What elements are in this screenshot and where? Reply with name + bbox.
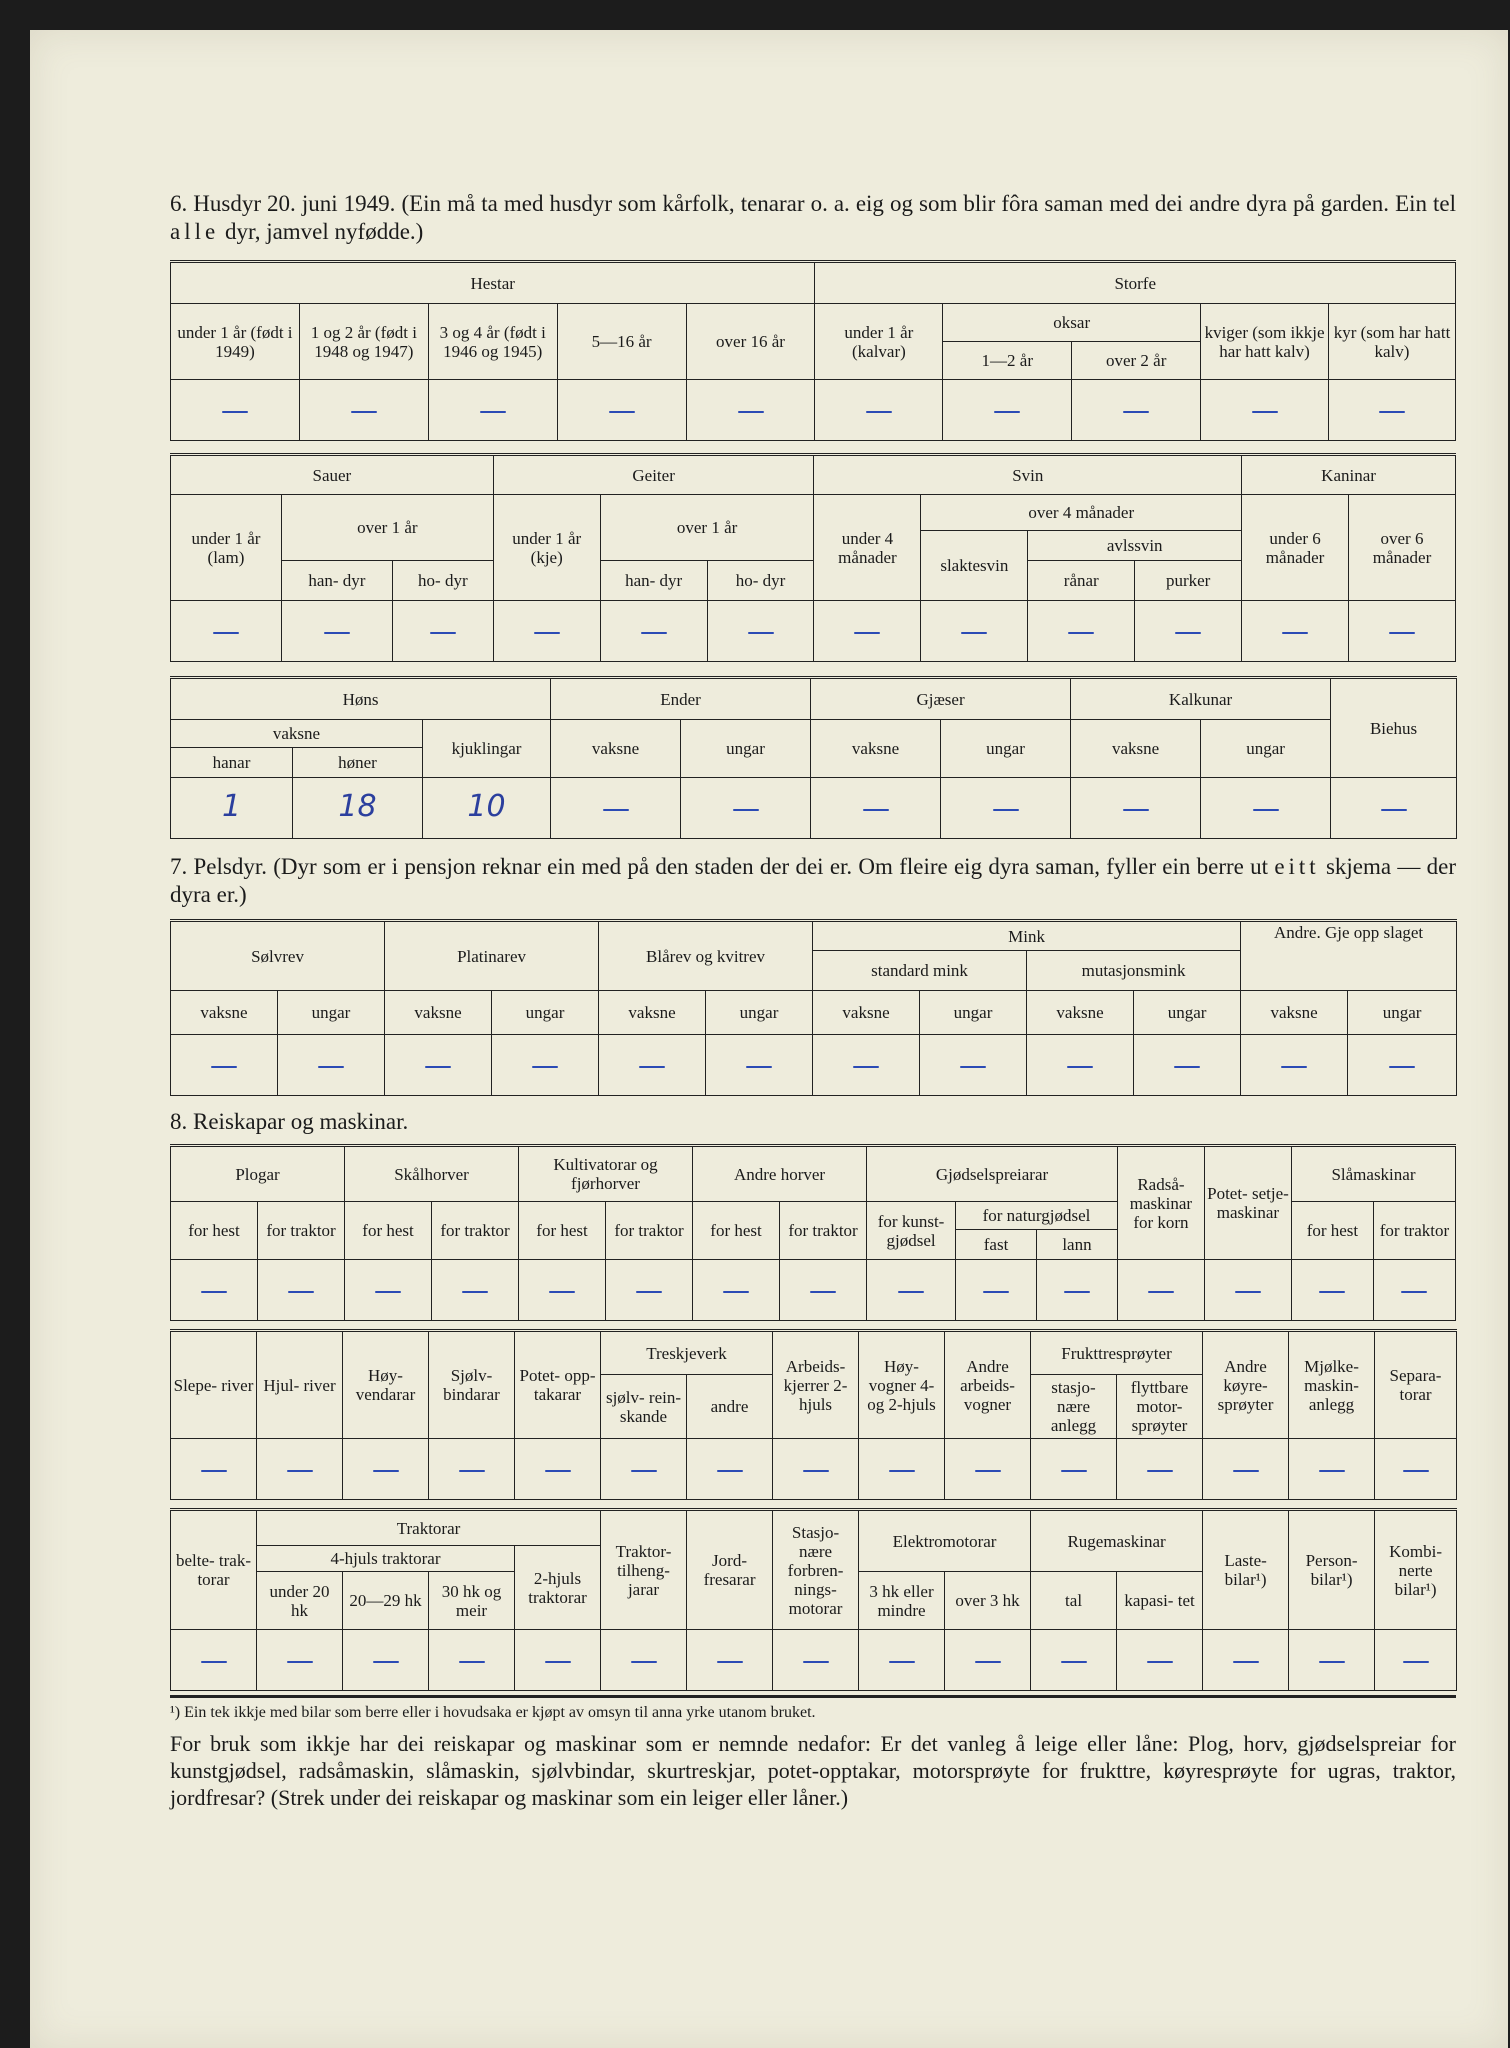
value-cell[interactable]	[258, 1260, 345, 1321]
col-header: Laste- bilar¹)	[1203, 1510, 1289, 1630]
section-6-heading	[170, 190, 1456, 246]
col-header: Andre arbeids- vogner	[945, 1331, 1031, 1439]
value-cell[interactable]	[606, 1260, 693, 1321]
col-header: Hjul- river	[257, 1331, 343, 1439]
value-cell[interactable]	[423, 778, 551, 839]
header-platinarev: Platinarev	[385, 921, 599, 991]
col-header: for hest	[171, 1202, 258, 1260]
value-cell[interactable]	[257, 1439, 343, 1500]
table-reiskapar-1	[170, 1144, 1456, 1321]
value-cell[interactable]	[1072, 380, 1201, 441]
header-skalhorver: Skålhorver	[345, 1146, 519, 1202]
value-cell[interactable]	[392, 601, 493, 662]
header-elektromotorar: Elektromotorar	[859, 1510, 1031, 1572]
value-cell[interactable]	[343, 1439, 429, 1500]
col-header: slaktesvin	[921, 531, 1028, 601]
value-cell[interactable]	[1117, 1260, 1204, 1321]
value-cell[interactable]	[1348, 1035, 1457, 1096]
value-cell[interactable]	[171, 1439, 257, 1500]
col-header: avlssvin	[1028, 531, 1242, 561]
col-header: Separa- torar	[1375, 1331, 1457, 1439]
value-cell[interactable]	[492, 1035, 599, 1096]
section-text: dyr, jamvel nyfødde.)	[224, 219, 424, 244]
value-cell[interactable]	[1201, 778, 1331, 839]
value-cell[interactable]	[814, 601, 921, 662]
header-svin: Svin	[814, 455, 1242, 495]
section-title: Husdyr 20. juni 1949.	[193, 191, 396, 216]
col-header: ungar	[920, 991, 1027, 1035]
col-header: for traktor	[606, 1202, 693, 1260]
value-cell[interactable]	[299, 380, 428, 441]
value-cell[interactable]	[1375, 1439, 1457, 1500]
value-cell[interactable]	[686, 380, 815, 441]
col-header: Arbeids- kjerrer 2-hjuls	[773, 1331, 859, 1439]
value-cell[interactable]	[429, 1630, 515, 1691]
header-ender: Ender	[551, 678, 811, 720]
table-fjorfe	[170, 676, 1457, 839]
section-7-heading	[170, 853, 1456, 909]
header-kalkunar: Kalkunar	[1071, 678, 1331, 720]
col-header: standard mink	[813, 951, 1027, 991]
section-title: Pelsdyr.	[193, 854, 267, 879]
col-header: Høy- vogner 4- og 2-hjuls	[859, 1331, 945, 1439]
value-cell[interactable]	[811, 778, 941, 839]
col-header: 4-hjuls traktorar	[257, 1546, 515, 1572]
value-cell[interactable]	[515, 1439, 601, 1500]
col-header-oksar: oksar	[943, 304, 1201, 342]
header-biehus: Biehus	[1331, 678, 1457, 778]
header-solvrev: Sølvrev	[171, 921, 385, 991]
value-cell[interactable]	[681, 778, 811, 839]
table-row-values	[171, 778, 1457, 839]
section-title: Reiskapar og maskinar.	[193, 1109, 409, 1134]
section-text: skjema — der dyra er.)	[170, 854, 1457, 907]
value-cell[interactable]	[1328, 380, 1455, 441]
value-cell[interactable]	[1117, 1439, 1203, 1500]
value-cell[interactable]	[1203, 1630, 1289, 1691]
value-cell[interactable]	[171, 778, 293, 839]
col-header: under 4 månader	[814, 495, 921, 601]
col-header: vaksne	[599, 991, 706, 1035]
col-header: Andre køyre- sprøyter	[1203, 1331, 1289, 1439]
col-header: for hest	[693, 1202, 780, 1260]
col-header: ungar	[492, 991, 599, 1035]
col-header: 1—2 år	[943, 342, 1072, 380]
table-pelsdyr	[170, 919, 1457, 1096]
value-cell[interactable]	[599, 1035, 706, 1096]
col-header: ungar	[278, 991, 385, 1035]
col-header: ungar	[1348, 991, 1457, 1035]
table-row-values	[171, 1035, 1457, 1096]
header-gjodselspreiarar: Gjødselspreiarar	[867, 1146, 1118, 1202]
col-header: han- dyr	[281, 561, 392, 601]
section-number: 8.	[170, 1109, 188, 1134]
col-header: 3 hk eller mindre	[859, 1572, 945, 1630]
instruction-note: For bruk som ikkje har dei reiskapar og maskinar som er nemnde nedafor: Er det vanleg å leige eller låne: Plog, horv, gjødselspreiar for kunstgjødsel, radsåmaskin, slåmaskin, sjølvbindar, skurtreskjar, potet-opptakar, motorsprøyte for frukttre, køyresprøyte for ugras, traktor, jordfresar? (Strek under dei reiskapar og maskinar som ein leiger eller låner.)	[170, 1731, 1456, 1810]
col-header: ungar	[1201, 720, 1331, 778]
section-text: (Dyr som er i pensjon reknar ein med på den staden der dei er. Om fleire eig dyra saman, fyller ein berre ut	[273, 854, 1269, 879]
col-header: andre	[687, 1375, 773, 1439]
header-blarev: Blårev og kvitrev	[599, 921, 813, 991]
header-frukttresproyter: Frukttresprøyter	[1031, 1331, 1203, 1375]
footnote: ¹) Ein tek ikkje med bilar som berre eller i hovudsaka er kjøpt av omsyn til anna yrke utanom bruket.	[170, 1704, 816, 1721]
col-header: mutasjonsmink	[1027, 951, 1241, 991]
col-header: Slepe- river	[171, 1331, 257, 1439]
col-header: for traktor	[1373, 1202, 1455, 1260]
value-cell[interactable]	[171, 1260, 258, 1321]
value-cell[interactable]	[693, 1260, 780, 1321]
value-cell[interactable]	[1291, 1260, 1373, 1321]
col-header: Person- bilar¹)	[1289, 1510, 1375, 1630]
value-cell[interactable]	[171, 380, 300, 441]
header-treskjeverk: Treskjeverk	[601, 1331, 773, 1375]
col-header: stasjo- nære anlegg	[1031, 1375, 1117, 1439]
col-header: under 1 år (kje)	[493, 495, 600, 601]
header-kaninar: Kaninar	[1242, 455, 1456, 495]
col-header: vaksne	[1027, 991, 1134, 1035]
value-cell[interactable]	[706, 1035, 813, 1096]
col-header: Høy- vendarar	[343, 1331, 429, 1439]
value-cell[interactable]	[343, 1630, 429, 1691]
value-cell[interactable]	[493, 601, 600, 662]
col-header: Potet- opp- takarar	[515, 1331, 601, 1439]
value-cell[interactable]	[707, 601, 814, 662]
value-cell[interactable]	[1241, 1035, 1348, 1096]
col-header: ho- dyr	[392, 561, 493, 601]
value-cell[interactable]	[432, 1260, 519, 1321]
value-cell[interactable]	[1135, 601, 1242, 662]
value-cell[interactable]	[945, 1630, 1031, 1691]
value-cell[interactable]	[867, 1260, 956, 1321]
value-cell[interactable]	[1031, 1439, 1117, 1500]
header-radsamaskinar: Radså- maskinar for korn	[1117, 1146, 1204, 1260]
value-cell[interactable]	[1375, 1630, 1457, 1691]
col-header: under 1 år (kalvar)	[815, 304, 943, 380]
col-header: ungar	[1134, 991, 1241, 1035]
col-header: vaksne	[811, 720, 941, 778]
divider	[170, 1695, 1456, 1698]
col-header: flyttbare motor- sprøyter	[1117, 1375, 1203, 1439]
col-header: Jord- fresarar	[687, 1510, 773, 1630]
col-header: Mjølke- maskin- anlegg	[1289, 1331, 1375, 1439]
value-cell[interactable]	[429, 1439, 515, 1500]
value-cell[interactable]	[257, 1630, 343, 1691]
value-cell[interactable]	[687, 1630, 773, 1691]
col-header: for hest	[519, 1202, 606, 1260]
table-row-values	[171, 380, 1456, 441]
header-mink: Mink	[813, 921, 1241, 951]
col-header: for traktor	[780, 1202, 867, 1260]
header-rugemaskinar: Rugemaskinar	[1031, 1510, 1203, 1572]
value-cell[interactable]	[519, 1260, 606, 1321]
value-cell[interactable]	[1134, 1035, 1241, 1096]
col-header: vaksne	[385, 991, 492, 1035]
col-header: kapasi- tet	[1117, 1572, 1203, 1630]
value-cell[interactable]	[601, 1630, 687, 1691]
value-cell[interactable]	[1201, 380, 1329, 441]
value-cell[interactable]	[956, 1260, 1037, 1321]
header-gjaeser: Gjæser	[811, 678, 1071, 720]
section-text-spaced: alle	[170, 219, 220, 244]
value-cell[interactable]	[1373, 1260, 1455, 1321]
value-cell[interactable]	[278, 1035, 385, 1096]
table-row-values	[171, 1439, 1457, 1500]
value-cell[interactable]	[813, 1035, 920, 1096]
col-header: 20—29 hk	[343, 1572, 429, 1630]
value-cell[interactable]	[1289, 1630, 1375, 1691]
col-header: vaksne	[813, 991, 920, 1035]
header-hons: Høns	[171, 678, 551, 720]
paper	[30, 30, 1508, 2048]
value-cell[interactable]	[385, 1035, 492, 1096]
col-header: for hest	[1291, 1202, 1373, 1260]
value-cell[interactable]	[773, 1630, 859, 1691]
col-header: over 6 månader	[1349, 495, 1456, 601]
col-header: purker	[1135, 561, 1242, 601]
col-header: kjuklingar	[423, 720, 551, 778]
value-cell[interactable]	[1289, 1439, 1375, 1500]
header-andre: Andre. Gje opp slaget	[1241, 921, 1457, 991]
value-cell[interactable]	[687, 1439, 773, 1500]
col-header: ho- dyr	[707, 561, 814, 601]
col-header: rånar	[1028, 561, 1135, 601]
col-header: vaksne	[551, 720, 681, 778]
value-cell[interactable]	[1071, 778, 1201, 839]
col-header: hanar	[171, 748, 293, 778]
value-cell[interactable]	[780, 1260, 867, 1321]
col-header: under 1 år (lam)	[171, 495, 282, 601]
col-header: tal	[1031, 1572, 1117, 1630]
col-header: over 1 år	[281, 495, 493, 561]
value-cell[interactable]	[773, 1439, 859, 1500]
col-header: vaksne	[171, 991, 278, 1035]
value-cell[interactable]	[1204, 1260, 1291, 1321]
col-header: høner	[293, 748, 423, 778]
col-header: 1 og 2 år (født i 1948 og 1947)	[299, 304, 428, 380]
section-number: 7.	[170, 854, 188, 879]
table-sauer-geiter-svin	[170, 453, 1456, 662]
col-header: over 3 hk	[945, 1572, 1031, 1630]
col-header: over 1 år	[600, 495, 814, 561]
value-cell[interactable]	[859, 1439, 945, 1500]
value-cell[interactable]	[1031, 1630, 1117, 1691]
value-cell[interactable]	[941, 778, 1071, 839]
value-cell[interactable]	[515, 1630, 601, 1691]
col-header: 5—16 år	[557, 304, 686, 380]
value-cell[interactable]	[920, 1035, 1027, 1096]
value-cell[interactable]	[171, 1035, 278, 1096]
table-reiskapar-2	[170, 1329, 1457, 1500]
col-header: Traktor- tilheng- jarar	[601, 1510, 687, 1630]
value-cell[interactable]	[815, 380, 943, 441]
value-cell[interactable]	[1242, 601, 1349, 662]
col-header: for traktor	[258, 1202, 345, 1260]
value-cell[interactable]	[1349, 601, 1456, 662]
value-cell[interactable]	[171, 601, 282, 662]
section-8-heading	[170, 1108, 1456, 1136]
value-cell[interactable]	[945, 1439, 1031, 1500]
value-cell[interactable]	[171, 1630, 257, 1691]
col-header: vaksne	[1241, 991, 1348, 1035]
section-text: (Ein må ta med husdyr som kårfolk, tenarar o. a. eig og som blir fôra saman med dei andre dyra på garden. Ein tel	[401, 191, 1457, 216]
form-content	[170, 190, 1456, 1811]
value-cell[interactable]	[943, 380, 1072, 441]
table-reiskapar-3	[170, 1508, 1457, 1691]
value-cell[interactable]	[1331, 778, 1457, 839]
col-header: ungar	[706, 991, 813, 1035]
col-header: for hest	[345, 1202, 432, 1260]
value-cell[interactable]	[1037, 1260, 1118, 1321]
value-cell[interactable]	[859, 1630, 945, 1691]
section-number: 6.	[170, 191, 188, 216]
col-header: kyr (som har hatt kalv)	[1328, 304, 1455, 380]
col-header: belte- trak- torar	[171, 1510, 257, 1630]
header-plogar: Plogar	[171, 1146, 345, 1202]
handwritten-value: 10	[467, 788, 506, 824]
col-header: Sjølv- bindarar	[429, 1331, 515, 1439]
col-header: over 2 år	[1072, 342, 1201, 380]
col-header: Kombi- nerte bilar¹)	[1375, 1510, 1457, 1630]
col-header: vaksne	[1071, 720, 1201, 778]
col-header: ungar	[681, 720, 811, 778]
col-header: under 6 månader	[1242, 495, 1349, 601]
value-cell[interactable]	[428, 380, 557, 441]
col-header: over 16 år	[686, 304, 815, 380]
value-cell[interactable]	[551, 778, 681, 839]
header-traktorar: Traktorar	[257, 1510, 601, 1546]
col-header: 30 hk og meir	[429, 1572, 515, 1630]
header-hestar: Hestar	[171, 262, 815, 304]
value-cell[interactable]	[1117, 1630, 1203, 1691]
col-header: for kunst- gjødsel	[867, 1202, 956, 1260]
header-kultivatorar: Kultivatorar og fjørhorver	[519, 1146, 693, 1202]
col-header: ungar	[941, 720, 1071, 778]
col-header: under 20 hk	[257, 1572, 343, 1630]
header-potetsetjemaskinar: Potet- setje- maskinar	[1204, 1146, 1291, 1260]
value-cell[interactable]	[1203, 1439, 1289, 1500]
col-header: for traktor	[432, 1202, 519, 1260]
section-text-spaced: eitt	[1274, 854, 1320, 879]
value-cell[interactable]	[293, 778, 423, 839]
col-header: under 1 år (født i 1949)	[171, 304, 300, 380]
handwritten-value: 1	[221, 788, 242, 824]
col-header: Stasjo- nære forbren- nings- motorar	[773, 1510, 859, 1630]
col-header: 2-hjuls traktorar	[515, 1546, 601, 1630]
table-row-values	[171, 1260, 1456, 1321]
header-slamaskinar: Slåmaskinar	[1291, 1146, 1455, 1202]
col-header: han- dyr	[600, 561, 707, 601]
value-cell[interactable]	[601, 1439, 687, 1500]
header-geiter: Geiter	[493, 455, 814, 495]
col-header: sjølv- rein- skande	[601, 1375, 687, 1439]
col-header: over 4 månader	[921, 495, 1242, 531]
value-cell[interactable]	[557, 380, 686, 441]
value-cell[interactable]	[600, 601, 707, 662]
handwritten-value: 18	[338, 788, 377, 824]
header-storfe: Storfe	[815, 262, 1456, 304]
col-header: for naturgjødsel	[956, 1202, 1118, 1230]
col-header: kviger (som ikkje har hatt kalv)	[1201, 304, 1329, 380]
value-cell[interactable]	[345, 1260, 432, 1321]
col-header: vaksne	[171, 720, 423, 748]
table-row-values	[171, 1630, 1457, 1691]
col-header: 3 og 4 år (født i 1946 og 1945)	[428, 304, 557, 380]
col-header: fast	[956, 1230, 1037, 1260]
table-row-values	[171, 601, 1456, 662]
header-andre-horver: Andre horver	[693, 1146, 867, 1202]
col-header: lann	[1037, 1230, 1118, 1260]
header-sauer: Sauer	[171, 455, 494, 495]
value-cell[interactable]	[281, 601, 392, 662]
value-cell[interactable]	[1027, 1035, 1134, 1096]
value-cell[interactable]	[921, 601, 1028, 662]
table-hestar-storfe	[170, 260, 1456, 441]
value-cell[interactable]	[1028, 601, 1135, 662]
